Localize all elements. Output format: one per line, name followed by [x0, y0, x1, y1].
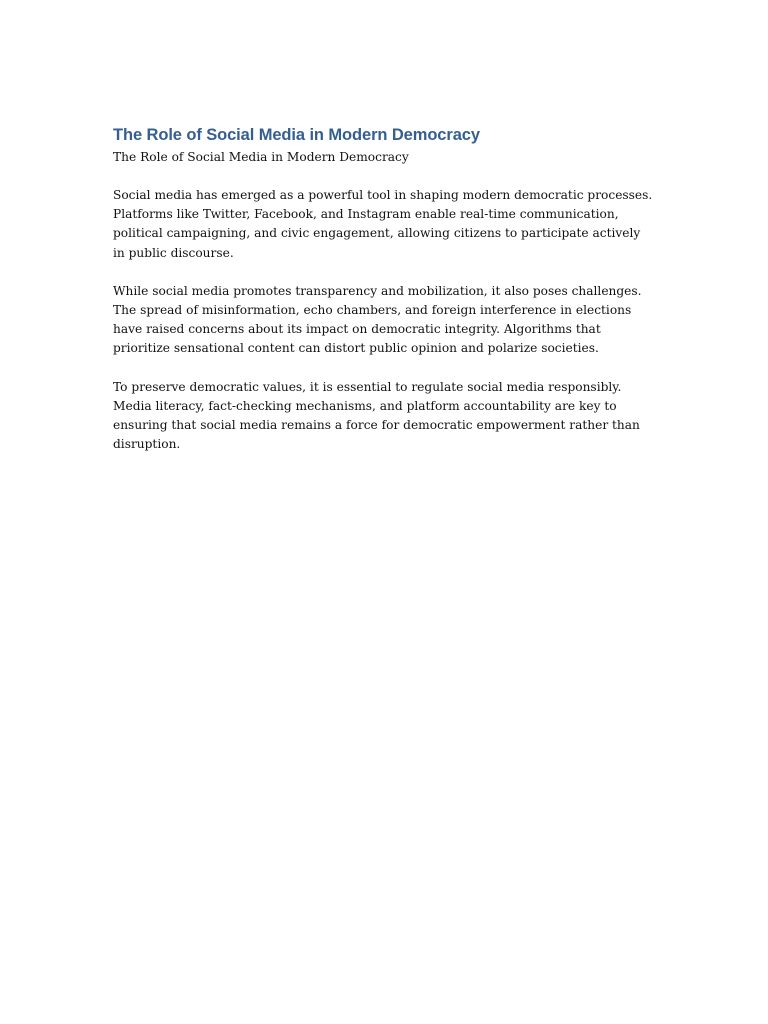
- paragraph-challenges: While social media promotes transparency and mobilization, it also poses challenges. The spread of misinformation, echo chambers, and foreign interference in elections have raised concerns about its impact on democratic integrity. Algorithms that prioritize sensational content can distort public opinion and polarize societies.: [113, 283, 642, 356]
- paragraph-conclusion: To preserve democratic values, it is essential to regulate social media responsibly. Media literacy, fact-checking mechanisms, and platform accountability are key to ensuring that social media remains a force for democratic empowerment rather than disruption.: [113, 379, 640, 452]
- document-heading: The Role of Social Media in Modern Democracy: [113, 126, 480, 144]
- document-body: [113, 124, 653, 454]
- document-subtitle: The Role of Social Media in Modern Democracy: [113, 150, 409, 164]
- paragraph-intro: Social media has emerged as a powerful tool in shaping modern democratic processes. Platforms like Twitter, Facebook, and Instagram enable real-time communication, political campaigning, and civic engagement, allowing citizens to participate actively in public discourse.: [113, 188, 653, 260]
